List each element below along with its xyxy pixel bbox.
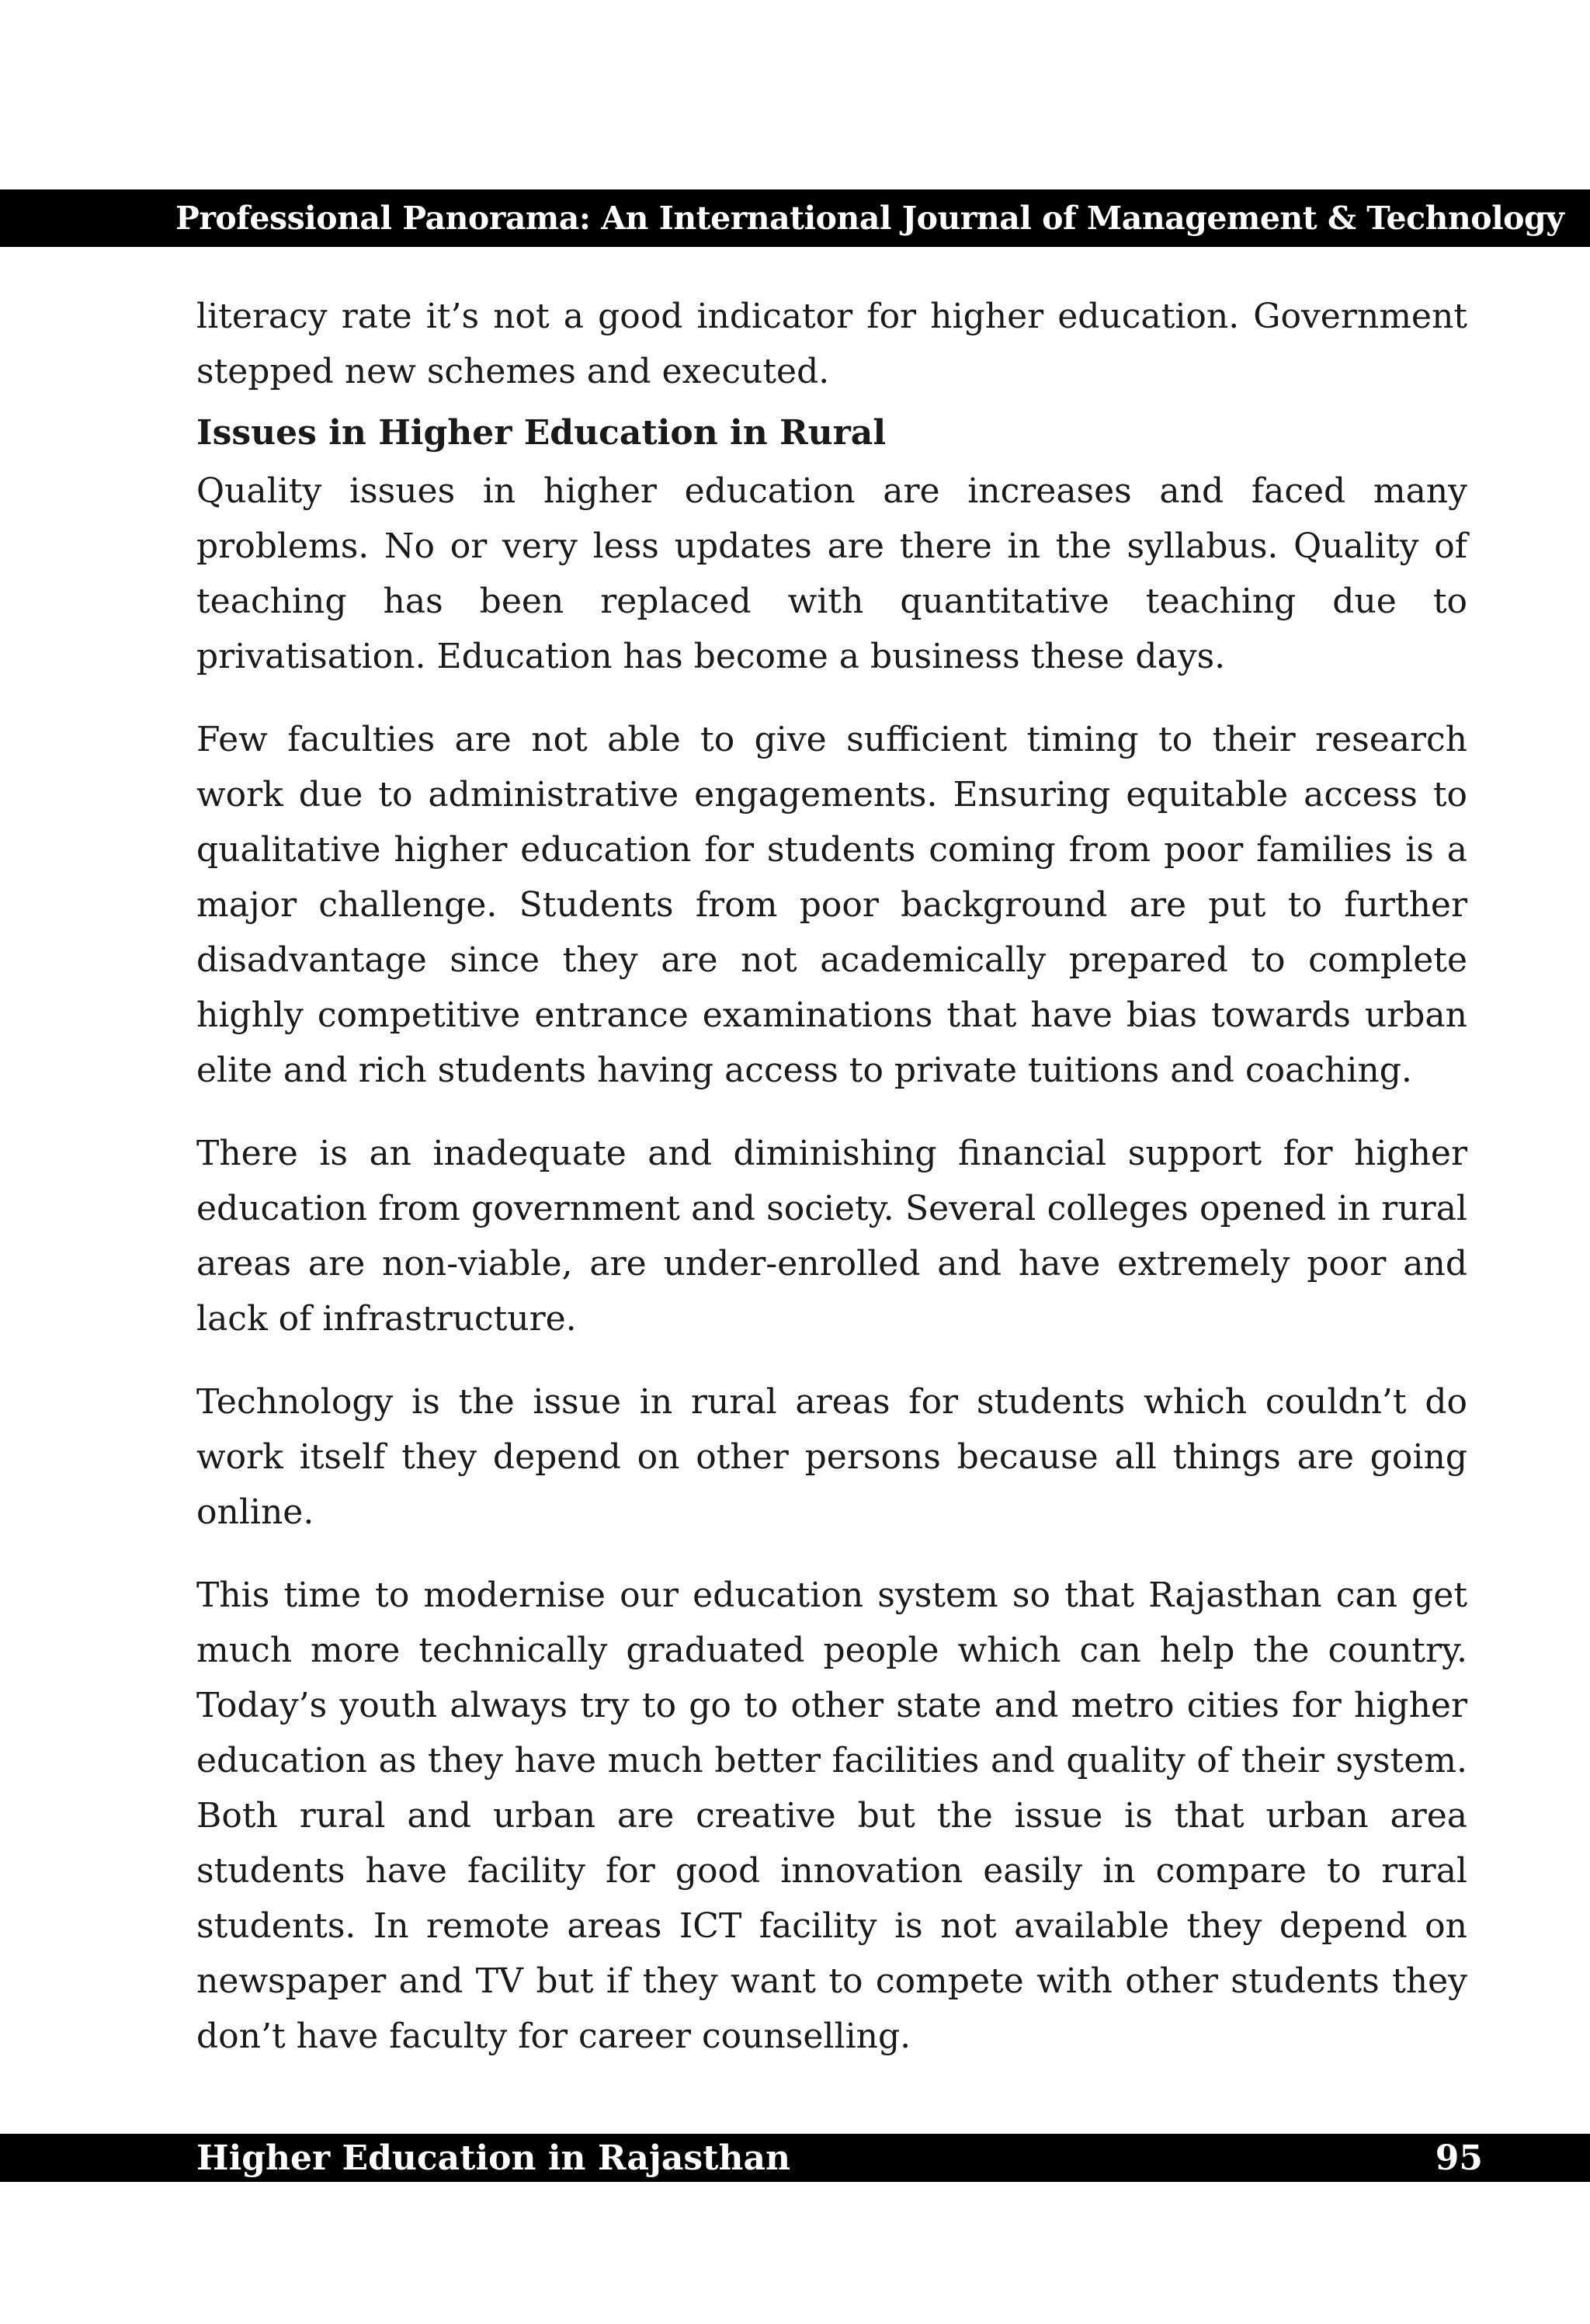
journal-header-bar xyxy=(0,189,1590,247)
journal-title: Professional Panorama: An International Journal of Management & Technology xyxy=(175,200,1564,237)
paragraph-faculties: Few faculties are not able to give sufficient timing to their research work due to administrative engagements. Ensuring equitable access to qualitative higher education for students coming from poor families is a major challenge. Students from poor background are put to further disadvantage since they are not academically prepared to complete highly competitive entrance examinations that have bias towards urban elite and rich students having access to private tuitions and coaching. xyxy=(196,720,1467,1090)
paragraph-quality-issues: Quality issues in higher education are increases and faced many problems. No or very less updates are there in the syllabus. Quality of teaching has been replaced with quantitative teaching due to privatisation. Education has become a business these days. xyxy=(196,471,1467,676)
paragraph-modernise: This time to modernise our education system so that Rajasthan can get much more technically graduated people which can help the country. Today’s youth always try to go to other state and metro cities for higher education as they have much better facilities and quality of their system. Both rural and urban are creative but the issue is that urban area students have facility for good innovation easily in compare to rural students. In remote areas ICT facility is not available they depend on newspaper and TV but if they want to compete with other students they don’t have faculty for career counselling. xyxy=(196,1575,1467,2056)
paragraph-financial-support: There is an inadequate and diminishing financial support for higher education from government and society. Several colleges opened in rural areas are non-viable, are under-enrolled and have extremely poor and lack of infrastructure. xyxy=(196,1134,1467,1339)
intro-paragraph: literacy rate it’s not a good indicator for higher education. Government stepped new schemes and executed. xyxy=(196,297,1467,391)
running-title: Higher Education in Rajasthan xyxy=(196,2138,790,2178)
page-footer-bar xyxy=(0,2134,1590,2182)
paragraph-technology: Technology is the issue in rural areas for students which couldn’t do work itself they depend on other persons because all things are going online. xyxy=(196,1382,1467,1532)
section-heading: Issues in Higher Education in Rural xyxy=(196,413,887,453)
page-number: 95 xyxy=(1435,2138,1483,2178)
page-body xyxy=(196,289,1467,2064)
